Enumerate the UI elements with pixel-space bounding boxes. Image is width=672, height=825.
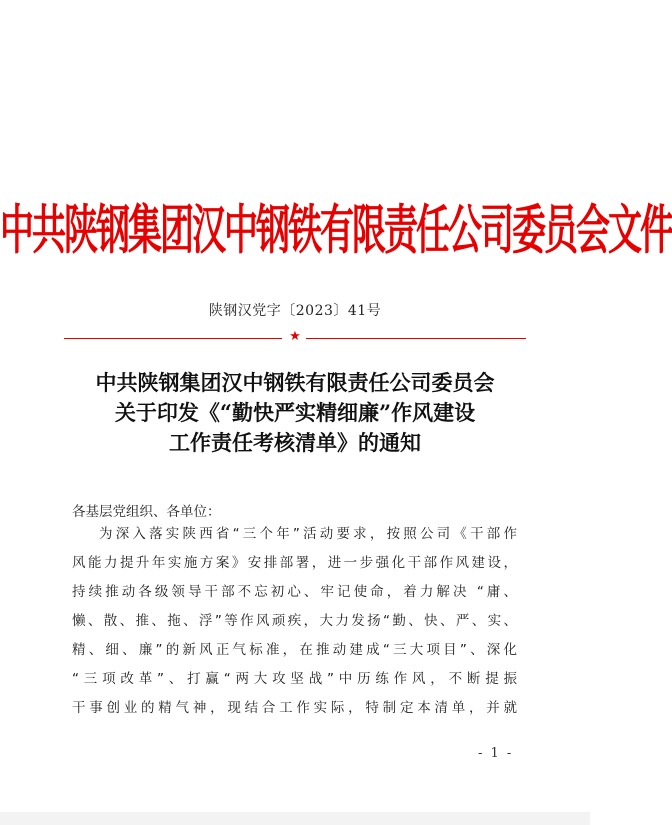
- body-line: 干事创业的精气神，现结合工作实际，特制定本清单，并就: [72, 700, 517, 716]
- body-line: “三项改革”、打赢“两大攻坚战”中历练作风，不断提振: [72, 671, 517, 687]
- star-icon: ★: [289, 329, 301, 344]
- body-line: 为深入落实陕西省“三个年”活动要求，按照公司《干部作: [99, 526, 517, 542]
- document-number: 陕钢汉党字〔2023〕41号: [208, 303, 382, 319]
- title-line-1: 中共陕钢集团汉中钢铁有限责任公司委员会: [95, 370, 495, 395]
- page-gap-background: [0, 812, 590, 825]
- document-title: [40, 368, 550, 458]
- body-paragraph: [72, 520, 517, 723]
- body-line: 持续推动各级领导干部不忘初心、牢记使命，着力解决 “庸、: [72, 584, 517, 600]
- body-line: 风能力提升年实施方案》安排部署，进一步强化干部作风建设，: [72, 555, 517, 571]
- red-header-issuer: 中共陕钢集团汉中钢铁有限责任公司委员会文件: [0, 200, 672, 262]
- title-line-2: 关于印发《“勤快严实精细廉”作风建设: [114, 400, 476, 425]
- red-divider-right: [306, 338, 526, 339]
- salutation: 各基层党组织、各单位：: [72, 504, 221, 520]
- red-divider-left: [64, 338, 282, 339]
- page-number: - 1 -: [478, 746, 514, 761]
- body-line: 精、细、廉”的新风正气标准，在推动建成“三大项目”、深化: [72, 642, 517, 658]
- body-line: 懒、散、推、拖、浮”等作风顽疾，大力发扬“勤、快、严、实、: [72, 613, 517, 629]
- title-line-3: 工作责任考核清单》的通知: [169, 430, 421, 455]
